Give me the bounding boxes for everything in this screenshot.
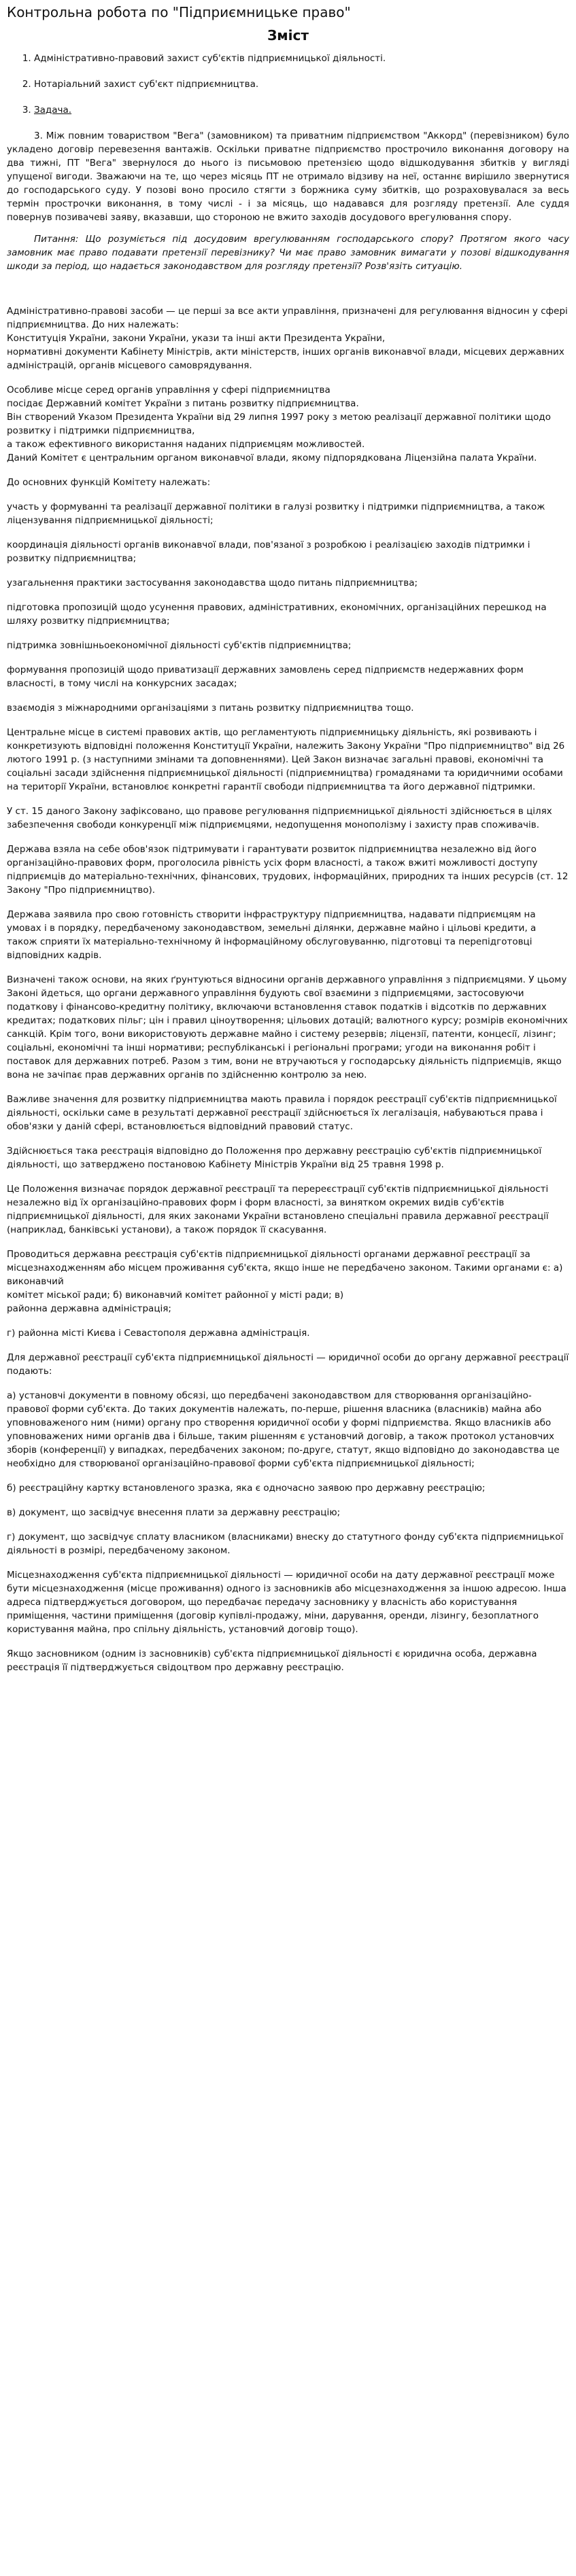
body-paragraph: Важливе значення для розвитку підприємництва мають правила і порядок реєстрації суб'єктів підприємницької діяльності, оскільки саме в результаті державної реєстрації здійснюється їх легалізація, набуваються права і обов'язки у даній сфері, встановлюється відповідний правовий статус.: [7, 1094, 557, 1132]
task-section: [7, 129, 569, 273]
main-body: [7, 304, 569, 1674]
body-paragraph: участь у формуванні та реалізації державної політики в галузі розвитку і підтримки підприємництва, а також ліцензування підприємницької діяльності;: [7, 501, 545, 526]
body-paragraph: Місцезнаходження суб'єкта підприємницької діяльності — юридичної особи на дату державної реєстрації може бути місцезнаходження (місце проживання) одного із засновників або місцезнаходження за іншою адресою. Інша адреса підтверджується договором, що передбачає передачу засновнику у власність або користування приміщення, частини приміщення (договір купівлі-продажу, міни, дарування, оренди, лізингу, безоплатного користування майна, про спільну діяльність, установчий договір тощо).: [7, 1570, 566, 1635]
body-paragraph: У ст. 15 даного Закону зафіксовано, що правове регулювання підприємницької діяльності здійснюється в цілях забезпечення свободи конкуренції між підприємцями, недопущення монополізму і захисту прав споживачів.: [7, 806, 552, 830]
toc-item[interactable]: [34, 103, 569, 117]
task-question: [7, 232, 569, 273]
body-paragraph: підтримка зовнішньоекономічної діяльності суб'єктів підприємництва;: [7, 640, 352, 651]
body-paragraph: Проводиться державна реєстрація суб'єктів підприємницької діяльності органами державної реєстрації за місцезнаходженням або місцем проживання суб'єкта, якщо інше не передбачено законом. Такими органами є: а) виконавчий: [7, 1249, 563, 1287]
toc-heading: Зміст: [267, 27, 309, 43]
body-paragraph: Держава заявила про свою готовність створити інфраструктуру підприємництва, надавати підприємцям на умовах і в порядку, передбаченому законодавством, земельні ділянки, державне майно і цільові кредити, а також сприяти їх матеріально-технічному й інформаційному обслуговуванню, підготовці та перепідготовці відповідних кадрів.: [7, 909, 537, 961]
body-paragraph: Це Положення визначає порядок державної реєстрації та перереєстрації суб'єктів підприємницької діяльності незалежно від їх організаційно-правових форм і форм власності, за винятком окремих видів суб'єктів підприємницької діяльності, для яких законами України встановлено спеціальні правила державної реєстрації (наприклад, банківські установи), а також порядок її скасування.: [7, 1184, 549, 1235]
toc-item-label: Адміністративно-правовий захист суб'єктів підприємницької діяльності.: [34, 53, 386, 64]
question-label: Питання:: [34, 234, 79, 245]
body-paragraph: Якщо засновником (одним із засновників) суб'єкта підприємницької діяльності є юридична особа, державна реєстрація її підтверджується свідоцтвом про державну реєстрацію.: [7, 1648, 537, 1673]
body-paragraph: Здійснюється така реєстрація відповідно до Положення про державну реєстрацію суб'єктів підприємницької діяльності, що затверджено постановою Кабінету Міністрів України від 25 травня 1998 р.: [7, 1146, 542, 1170]
body-paragraph: координація діяльності органів виконавчої влади, пов'язаної з розробкою і реалізацією заходів підтримки і розвитку підприємництва;: [7, 540, 530, 564]
body-paragraph: районна державна адміністрація;: [7, 1303, 171, 1314]
body-paragraph: Особливе місце серед органів управління у сфері підприємництва: [7, 385, 331, 395]
body-paragraph: узагальнення практики застосування законодавства щодо питань підприємництва;: [7, 578, 418, 588]
body-paragraph: г) районна місті Києва і Севастополя державна адміністрація.: [7, 1328, 310, 1339]
table-of-contents: [7, 52, 569, 117]
body-paragraph: Центральне місце в системі правових актів, що регламентують підприємницьку діяльність, які розвивають і конкретизують відповідні положення Конституції України, належить Закону України "Про підприємництво" від 26 лютого 1991 р. (з наступними змінами та доповненнями). Цей Закон визначає загальні правові, економічні та соціальні засади здійснення підприємницької діяльності (підприємництва) громадянами та юридичними особами на території України, встановлює конкретні гарантії свободи підприємництва та його державної підтримки.: [7, 727, 565, 792]
body-paragraph: Даний Комітет є центральним органом виконавчої влади, якому підпорядкована Ліцензійна палата України.: [7, 453, 537, 463]
body-paragraph: Адміністративно-правові засоби — це перші за все акти управління, призначені для регулювання відносин у сфері підприємництва. До них належать:: [7, 306, 568, 330]
body-paragraph: а також ефективного використання наданих підприємцям можливостей.: [7, 439, 365, 450]
body-paragraph: в) документ, що засвідчує внесення плати за державну реєстрацію;: [7, 1507, 341, 1518]
body-paragraph: До основних функцій Комітету належать:: [7, 477, 211, 488]
question-text: Що розуміється під досудовим врегулюванням господарського спору? Протягом якого часу замовник має право подавати претензії перевізнику? Чи має право замовник вимагати у позові відшкодування шкоди за період, що надається законодавством для розгляду претензії? Розв'язіть ситуацію.: [7, 234, 569, 272]
toc-item: [34, 52, 569, 65]
body-paragraph: Держава взяла на себе обов'язок підтримувати і гарантувати розвиток підприємництва незалежно від його організаційно-правових форм, проголосила рівність усіх форм власності, а також вжиті можливості доступу підприємців до матеріально-технічних, фінансових, трудових, інформаційних, природних та інших ресурсів (ст. 12 Закону "Про підприємництво).: [7, 844, 569, 896]
body-paragraph: б) реєстраційну картку встановленого зразка, яка є одночасно заявою про державну реєстрацію;: [7, 1483, 486, 1494]
body-paragraph: г) документ, що засвідчує сплату власником (власниками) внеску до статутного фонду суб'єкта підприємницької діяльності в розмірі, передбаченому законом.: [7, 1532, 564, 1556]
toc-item-link[interactable]: Задача.: [34, 105, 72, 116]
body-paragraph: взаємодія з міжнародними організаціями з питань розвитку підприємництва тощо.: [7, 703, 414, 713]
body-paragraph: посідає Державний комітет України з питань розвитку підприємництва.: [7, 398, 359, 409]
body-paragraph: нормативні документи Кабінету Міністрів, акти міністерств, інших органів виконавчої влади, місцевих державних адміністрацій, органів місцевого самоврядування.: [7, 347, 564, 371]
body-paragraph: а) установчі документи в повному обсязі, що передбачені законодавством для створювання організаційно-правової форми суб'єкта. До таких документів належать, по-перше, рішення власника (власників) майна або уповноваженого ним (ними) органу про створення юридичної особи у формі підприємства. Якщо власників або уповноважених ними органів два і більше, таким рішенням є установчий договір, а також протокол установчих зборів (конференції) у випадках, передбачених законом; по-друге, статут, якщо відповідно до законодавства це необхідно для створюваної організаційно-правової форми суб'єкта підприємницької діяльності;: [7, 1390, 560, 1469]
body-paragraph: підготовка пропозицій щодо усунення правових, адміністративних, економічних, організаційних перешкод на шляху розвитку підприємництва;: [7, 602, 547, 627]
task-story: 3. Між повним товариством "Вега" (замовником) та приватним підприємством "Аккорд" (перевізником) було укладено договір перевезення вантажів. Оскільки приватне підприємство прострочило виконання договору на два тижні, ПТ "Вега" звернулося до нього із письмовою претензією щодо відшкодування збитків у вигляді упущеної вигоди. Зважаючи на те, що через місяць ПТ не отримало відзиву на неї, останнє вирішило звернутися до господарського суду. У позові воно просило стягти з боржника суму збитків, що розраховувалася за весь термін прострочки виконання, в тому числі - і за місяць, що надавався для розгляду претензії. Але суддя повернув позивачеві заяву, вказавши, що стороною не вжито заходів досудового врегулювання спору.: [7, 130, 569, 223]
section-gap: [7, 273, 569, 304]
body-paragraph: Для державної реєстрації суб'єкта підприємницької діяльності — юридичної особи до органу державної реєстрації подають:: [7, 1352, 569, 1377]
body-paragraph: формування пропозицій щодо приватизації державних замовлень серед підприємств недержавних форм власності, в тому числі на конкурсних засадах;: [7, 665, 524, 689]
body-paragraph: комітет міської ради; б) виконавчий комітет районної у місті ради; в): [7, 1290, 344, 1301]
document-title: Контрольна робота по "Підприємницьке право": [7, 4, 351, 20]
toc-item-label: Нотаріальний захист суб'єкт підприємництва.: [34, 79, 259, 90]
body-paragraph: Визначені також основи, на яких ґрунтуються відносини органів державного управління з підприємцями. У цьому Законі йдеться, що органи державного управління будують свої взаємини з підприємцями, застосовуючи податкову і фінансово-кредитну політику, включаючи встановлення ставок податків і відсотків по державних кредитах; податкових пільг; цін і правил ціноутворення; цільових дотацій; валютного курсу; розмірів економічних санкцій. Крім того, вони використовують державне майно і систему резервів; ліцензії, патенти, концесії, лізинг; соціальні, економічні та інші нормативи; республіканські і регіональні програми; угоди на виконання робіт і поставок для державних потреб. Разом з тим, вони не втручаються у господарську діяльність підприємців, якщо вона не зачіпає прав державних органів по здійсненню контролю за нею.: [7, 974, 568, 1080]
body-paragraph: Конституція України, закони України, укази та інші акти Президента України,: [7, 333, 386, 344]
body-paragraph: Він створений Указом Президента України від 29 липня 1997 року з метою реалізації державної політики щодо розвитку і підтримки підприємництва,: [7, 412, 551, 436]
toc-item: [34, 77, 569, 91]
